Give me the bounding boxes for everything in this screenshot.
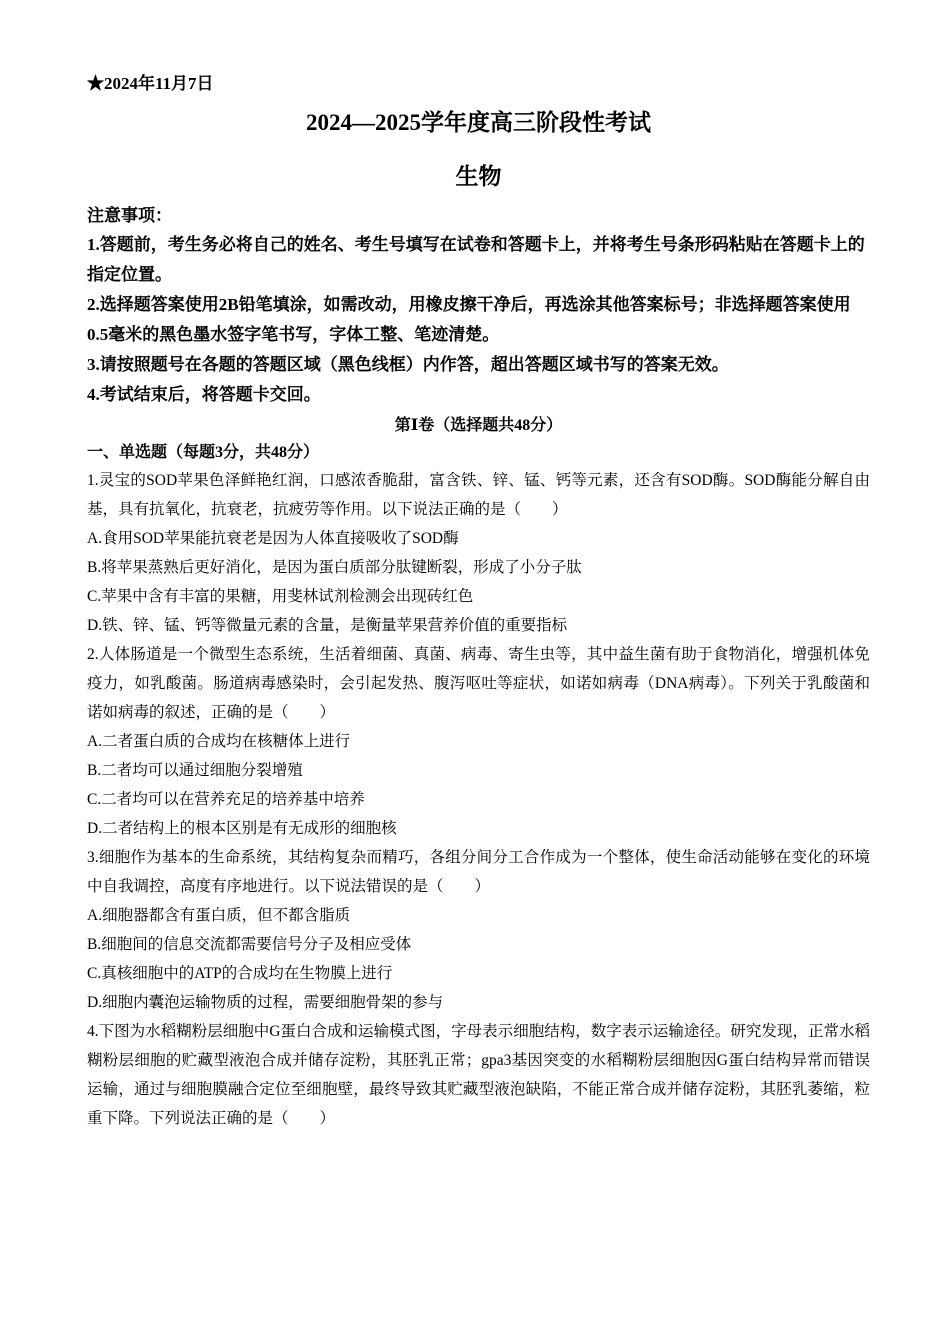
option-b: B.将苹果蒸熟后更好消化，是因为蛋白质部分肽键断裂，形成了小分子肽: [87, 559, 582, 576]
exam-subject: 生物: [455, 164, 502, 189]
question-3: [87, 843, 870, 1017]
question-1: [87, 466, 870, 640]
option-a: A.二者蛋白质的合成均在核糖体上进行: [87, 733, 351, 750]
note-item-3: 3.请按照题号在各题的答题区域（黑色线框）内作答，超出答题区域书写的答案无效。: [87, 355, 729, 374]
notes-heading: 注意事项：: [87, 206, 172, 225]
option-d: D.二者结构上的根本区别是有无成形的细胞核: [87, 820, 397, 837]
option-d: D.细胞内囊泡运输物质的过程，需要细胞骨架的参与: [87, 994, 444, 1011]
option-d: D.铁、锌、锰、钙等微量元素的含量，是衡量苹果营养价值的重要指标: [87, 617, 568, 634]
option-b: B.二者均可以通过细胞分裂增殖: [87, 762, 303, 779]
question-stem: 2.人体肠道是一个微型生态系统，生活着细菌、真菌、病毒、寄生虫等，其中益生菌有助于食物消化，增强机体免疫力，如乳酸菌。肠道病毒感染时，会引起发热、腹泻呕吐等症状，如诺如病毒（DNA病毒）。下列关于乳酸菌和诺如病毒的叙述，正确的是（ ）: [87, 646, 870, 721]
option-a: A.食用SOD苹果能抗衰老是因为人体直接吸收了SOD酶: [87, 530, 459, 547]
option-a: A.细胞器都含有蛋白质，但不都含脂质: [87, 907, 351, 924]
option-b: B.细胞间的信息交流都需要信号分子及相应受体: [87, 936, 412, 953]
exam-title: 2024—2025学年度高三阶段性考试: [306, 110, 651, 135]
exam-date: ★2024年11月7日: [87, 74, 214, 93]
option-c: C.真核细胞中的ATP的合成均在生物膜上进行: [87, 965, 393, 982]
question-stem: 3.细胞作为基本的生命系统，其结构复杂而精巧，各组分间分工合作成为一个整体，使生命活动能够在变化的环境中自我调控，高度有序地进行。以下说法错误的是（ ）: [87, 849, 870, 895]
question-stem: 4.下图为水稻糊粉层细胞中G蛋白合成和运输模式图，字母表示细胞结构，数字表示运输途径。研究发现，正常水稻糊粉层细胞的贮藏型液泡合成并储存淀粉，其胚乳正常；gpa3基因突变的水稻糊粉层细胞因G蛋白结构异常而错误运输，通过与细胞膜融合定位至细胞壁，最终导致其贮藏型液泡缺陷，不能正常合成并储存淀粉，其胚乳萎缩，粒重下降。下列说法正确的是（ ）: [87, 1023, 870, 1127]
part-title: 一、单选题（每题3分，共48分）: [87, 444, 320, 461]
option-c: C.苹果中含有丰富的果糖，用斐林试剂检测会出现砖红色: [87, 588, 474, 605]
section-title: 第Ⅰ卷（选择题共48分）: [394, 417, 563, 434]
question-stem: 1.灵宝的SOD苹果色泽鲜艳红润，口感浓香脆甜，富含铁、锌、锰、钙等元素，还含有SOD酶。SOD酶能分解自由基，具有抗氧化，抗衰老，抗疲劳等作用。以下说法正确的是（ ）: [87, 472, 870, 518]
note-item-2: 2.选择题答案使用2B铅笔填涂，如需改动，用橡皮擦干净后，再选涂其他答案标号；非选择题答案使用0.5毫米的黑色墨水签字笔书写，字体工整、笔迹清楚。: [87, 295, 851, 344]
note-item-1: 1.答题前，考生务必将自己的姓名、考生号填写在试卷和答题卡上，并将考生号条形码粘贴在答题卡上的指定位置。: [87, 235, 865, 284]
question-4: [87, 1017, 870, 1133]
option-c: C.二者均可以在营养充足的培养基中培养: [87, 791, 365, 808]
question-2: [87, 640, 870, 843]
note-item-4: 4.考试结束后，将答题卡交回。: [87, 385, 321, 404]
